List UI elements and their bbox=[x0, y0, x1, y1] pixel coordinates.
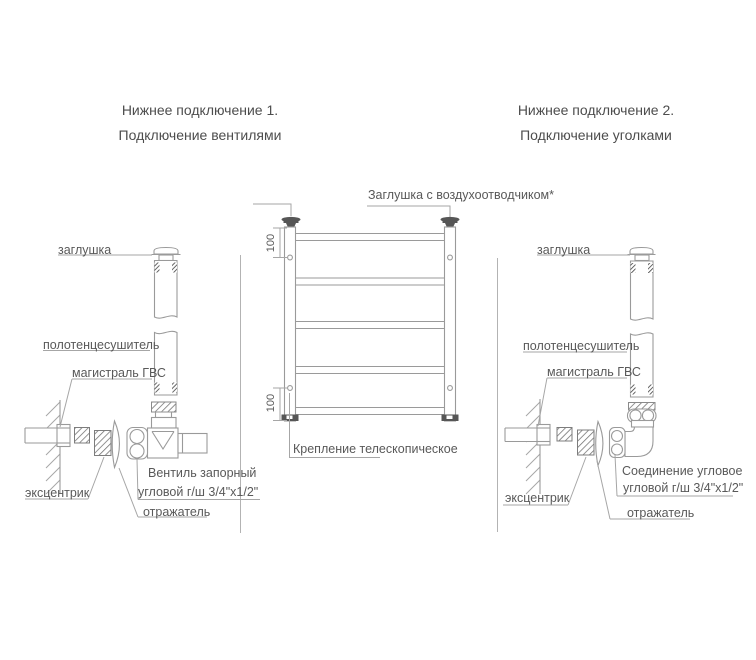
air-vent-plug-label: Заглушка с воздухоотводчиком* bbox=[368, 188, 555, 202]
title-right-line1: Нижнее подключение 2. bbox=[517, 102, 675, 118]
right-label-leaders bbox=[503, 255, 733, 519]
elbow-body bbox=[625, 427, 653, 457]
radiator-cap-right bbox=[441, 217, 460, 228]
title-left-line2: Подключение вентилями bbox=[118, 127, 282, 143]
left-angle-valve bbox=[127, 402, 207, 459]
right-towel-rail-label: полотенцесушитель bbox=[523, 339, 640, 353]
right-eccentric-label: эксцентрик bbox=[505, 491, 570, 505]
right-hws-main-label: магистраль ГВС bbox=[547, 365, 641, 379]
right-fitting-label-line2: угловой г/ш 3/4"x1/2" bbox=[623, 481, 744, 495]
left-reflector bbox=[112, 421, 119, 468]
left-valve-label-line2: угловой г/ш 3/4"x1/2" bbox=[138, 485, 259, 499]
left-towel-rail-label: полотенцесушитель bbox=[43, 338, 160, 352]
radiator-front-view bbox=[253, 204, 460, 458]
dim-bottom-label: 100 bbox=[265, 393, 277, 413]
right-wall-pipe bbox=[505, 425, 551, 446]
left-reflector-label: отражатель bbox=[143, 505, 211, 519]
dim-top-label: 100 bbox=[265, 233, 277, 253]
left-valve-label-line1: Вентиль запорный bbox=[148, 466, 257, 480]
mount-label: Крепление телескопическое bbox=[293, 442, 458, 456]
mount-holes bbox=[288, 255, 453, 390]
right-plug-label: заглушка bbox=[537, 243, 591, 257]
left-eccentric-2 bbox=[95, 431, 112, 456]
right-fitting-label-line1: Соединение угловое bbox=[622, 464, 743, 478]
right-angle-fitting bbox=[610, 403, 657, 458]
radiator-cap-left bbox=[282, 217, 301, 228]
left-eccentric-label: эксцентрик bbox=[25, 486, 90, 500]
radiator-feet bbox=[282, 415, 459, 422]
left-plug-label: заглушка bbox=[58, 243, 112, 257]
left-wall-pipe bbox=[25, 425, 71, 447]
title-left-line1: Нижнее подключение 1. bbox=[121, 102, 279, 118]
air-vent-leader-left bbox=[253, 204, 291, 216]
right-reflector-label: отражатель bbox=[627, 506, 695, 520]
right-reflector bbox=[596, 422, 603, 466]
left-hws-main-label: магистраль ГВС bbox=[72, 366, 166, 380]
title-right-line2: Подключение уголками bbox=[520, 127, 672, 143]
right-wall bbox=[526, 399, 540, 494]
left-eccentric bbox=[75, 428, 90, 444]
right-eccentric-2 bbox=[578, 430, 595, 455]
radiator-rungs bbox=[296, 234, 445, 415]
air-vent-leader-right bbox=[367, 206, 450, 217]
right-eccentric bbox=[557, 428, 572, 442]
